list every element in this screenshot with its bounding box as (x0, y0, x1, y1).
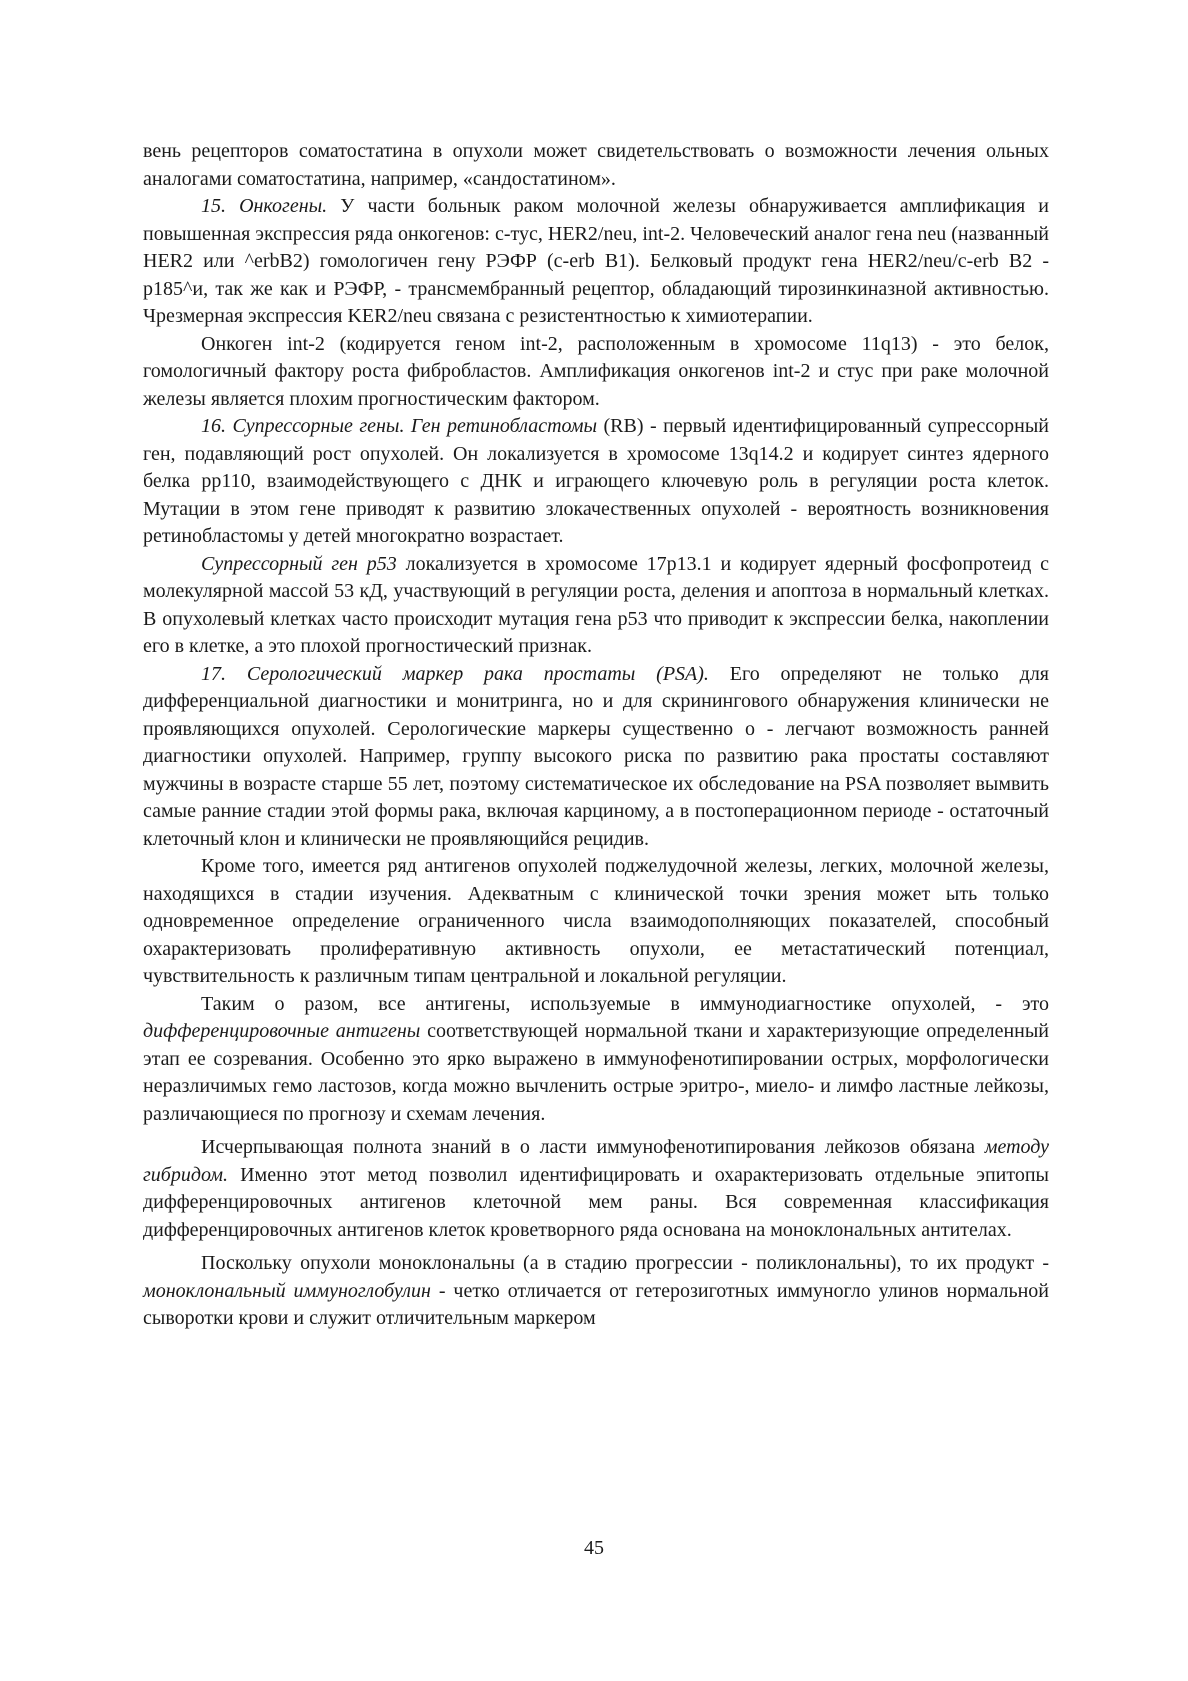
text-segment: Кроме того, имеется ряд антигенов опухолей поджелудочной железы, легких, молочной железы, находящихся в стадии изучения. Адекватным с клинической точки зрения может ыть только одновременное определение ограниченного числа взаимодополняющих показателей, способный охарактеризовать пролиферативную активность опухоли, ее метастатический потенциал, чувствительность к различным типам центральной и локальной регуляции. (143, 855, 1049, 987)
text-segment: Его определяют не только для дифференциальной диагностики и монитринга, но и для скринингового обнаружения клинически не проявляющихся опухолей. Серологические маркеры существенно о - легчают возможность ранней диагностики опухолей. Например, группу высокого риска по развитию рака простаты составляют мужчины в возрасте старше 55 лет, поэтому систематическое их обследование на PSA позволяет вымвить самые ранние стадии этой формы рака, включая карциному, а в постоперационном периоде - остаточный клеточный клон и клинически не проявляющийся рецидив. (143, 662, 1050, 850)
text-segment: соответствующей нормальной ткани и характеризующие определенный этап ее созревания. Особенно это ярко выражено в иммунофенотипировании острых, морфологически неразличимых гемо ластозов, когда можно вычленить острые эритро-, миело- и лимфо ластные лейкозы, различающиеся по прогнозу и схемам лечения. (143, 1020, 1049, 1125)
text-segment: локализуется в хромосоме 17р13.1 и кодирует ядерный фосфопротеид с молекулярной массой 53 кД, участвующий в регуляции роста, деления и апоптоза в нормальный клетках. В опухолевый клетках часто происходит мутация гена р53 что приводит к экспрессии белка, накоплении его в клетке, а это плохой прогностический признак. (143, 552, 1050, 657)
paragraph (143, 331, 1049, 414)
page-number: 45 (584, 1537, 604, 1559)
italic-text: 17. Серологический маркер рака простаты (PSA). (201, 662, 709, 685)
page-body (143, 138, 1049, 1333)
paragraph (143, 853, 1049, 991)
italic-text: моноклональный иммуноглобулин (143, 1279, 431, 1302)
text-segment: Исчерпывающая полнота знаний в о ласти иммунофенотипирования лейкозов обязана (201, 1136, 985, 1158)
text-segment: Онкоген int-2 (кодируется геном int-2, расположенным в хромосоме 11q13) - это белок, гомологичный фактору роста фибробластов. Амплификация онкогенов int-2 и стус при раке молочной железы является плохим прогностическим фактором. (143, 332, 1049, 410)
paragraph (143, 661, 1049, 854)
italic-text: 15. Онкогены. (201, 195, 328, 217)
text-segment: вень рецепторов соматостатина в опухоли может свидетельствовать о возможности лечения ольных аналогами соматостатина, например, «сандостатином». (143, 140, 1049, 190)
text-segment: Именно этот метод позволил идентифицировать и охарактеризовать отдельные эпитопы дифференцировочных антигенов клеточной мем раны. Вся современная классификация дифференцировочных антигенов клеток кроветворного ряда основана на моноклональных антителах. (143, 1163, 1049, 1241)
italic-text: Супрессорный ген р53 (201, 552, 397, 575)
text-segment: Таким о разом, все антигены, используемые в иммунодиагностике опухолей, - это (201, 992, 1049, 1015)
text-segment: - четко отличается от гетерозиготных иммуногло улинов нормальной сыворотки крови и служит отличительным маркером (143, 1279, 1049, 1329)
text-segment: У части больнык раком молочной железы обнаруживается амплификация и повышенная экспрессия ряда онкогенов: с-тус, HER2/neu, int-2. Человеческий аналог гена neu (названный HER2 или ^erbB2) гомологичен гену РЭФР (c-erb B1). Белковый продукт гена HER2/neu/c-erb В2 - р185^и, так же как и РЭФР, - трансмембранный рецептор, обладающий тирозинкиназной активностью. Чрезмерная экспрессия KER2/neu связана с резистентностью к химиотерапии. (143, 195, 1049, 327)
italic-text: методу гибридом. (143, 1136, 1049, 1186)
paragraph (143, 551, 1049, 661)
paragraph (143, 193, 1049, 331)
paragraph (143, 1250, 1049, 1333)
italic-text: дифференцировочные антигены (143, 1020, 421, 1042)
paragraph (143, 1134, 1049, 1244)
paragraph (143, 138, 1049, 193)
text-segment: Поскольку опухоли моноклональны (а в стадию прогрессии - поликлональны), то их продукт - (201, 1252, 1049, 1274)
text-segment: (RB) - первый идентифицированный супрессорный ген, подавляющий рост опухолей. Он локализуется в хромосоме 13q14.2 и кодирует синтез ядерного белка pp110, взаимодействующего с ДНК и играющего ключевую роль в регуляции роста клеток. Мутации в этом гене приводят к развитию злокачественных опухолей - вероятность возникновения ретинобластомы у детей многократно возрастает. (143, 415, 1049, 547)
paragraph (143, 413, 1049, 551)
paragraph (143, 991, 1049, 1129)
italic-text: 16. Супрессорные гены. Ген ретинобластомы (201, 415, 598, 437)
